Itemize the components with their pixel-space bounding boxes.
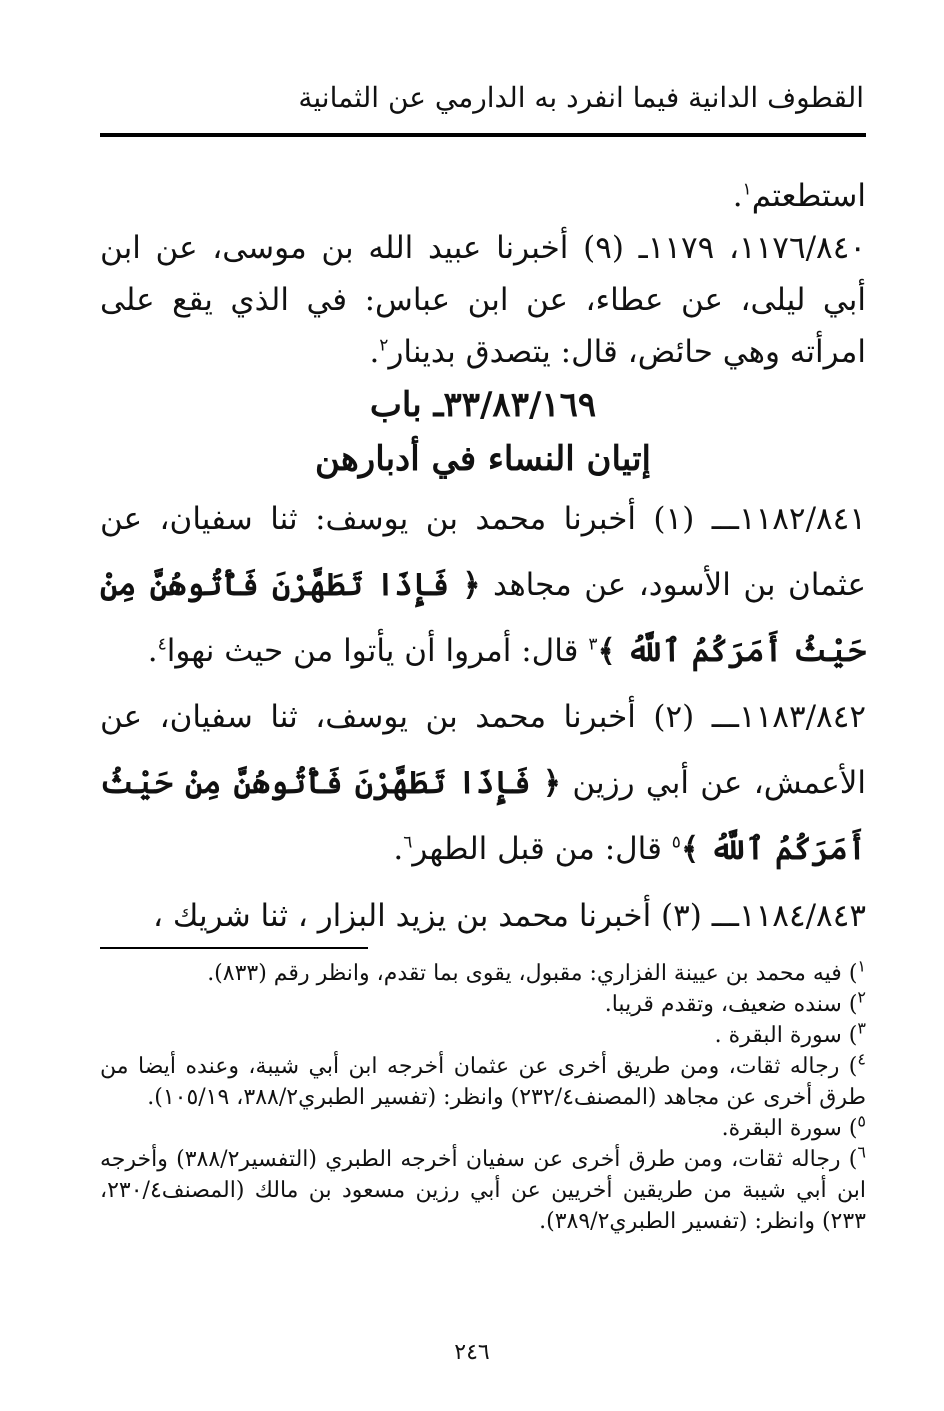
footnote-text: ) رجاله ثقات، ومن طرق أخرى عن سفيان أخرجه الطبري (التفسير٣٨٨/٢) وأخرجه ابن أبي شيبة من طريقين أخريين عن أبي رزين مسعود بن مالك (المصنف٢٣٠/٤، ٢٣٣) وانظر: (تفسير الطبري٣٨٩/٢). [100,1147,866,1234]
text-fragment: استطعتم [751,178,866,214]
footnote-number: ٤ [857,1049,866,1069]
footnote-reference: ٣ [588,634,598,655]
footnote-reference: ٥ [671,832,681,853]
hadith-text: ١١٨٣/٨٤٢ـــ (٢) أخبرنا محمد بن يوسف، ثنا سفيان، عن الأعمش، عن أبي رزين [100,699,866,801]
hadith-840 [100,222,866,378]
text-line-1 [100,170,866,222]
hadith-843: ١١٨٤/٨٤٣ـــ (٣) أخبرنا محمد بن يزيد البزار ، ثنا شريك ، [153,898,866,934]
footnote-text: ) سورة البقرة. [721,1116,858,1141]
footnote-number: ٦ [857,1142,866,1162]
footnote-3 [100,1020,866,1051]
footnote-reference: ٤ [157,634,167,655]
text-fragment: . [369,334,380,370]
hadith-text: ١١٧٦/٨٤٠، ١١٧٩ـ (٩) أخبرنا عبيد الله بن موسى، عن ابن أبي ليلى، عن عطاء، عن ابن عباس: في الذي يقع على امرأته وهي حائض، قال: يتصدق بدينار [100,230,866,370]
chapter-title: إتيان النساء في أدبارهن [315,439,651,479]
hadith-text: قال: من قبل الطهر [412,831,662,867]
footnote-divider [100,947,368,949]
hadith-841 [100,486,866,684]
footnote-text: ) فيه محمد بن عيينة الفزاري: مقبول، يقوى بما تقدم، وانظر رقم (٨٣٣). [207,961,858,986]
footnote-text: ) سورة البقرة . [714,1023,858,1048]
hadith-text: ١١٨٢/٨٤١ـــ (١) أخبرنا محمد بن يوسف: ثنا سفيان، عن عثمان بن الأسود، عن مجاهد [100,501,866,603]
footnote-reference: ٦ [403,832,413,853]
footnote-text: ) سنده ضعيف، وتقدم قريبا. [604,992,858,1017]
hadith-842 [100,684,866,882]
footnote-number: ٣ [857,1018,866,1038]
quran-verse: ﴿ فَإِذَا تَطَهَّرْنَ فَأْتُوهُنَّ مِنْ حَيْثُ أَمَرَكُمُ ٱللَّهُ ﴾ [100,567,866,669]
footnote-text: ) رجاله ثقات، ومن طريق أخرى عن عثمان أخرجه ابن أبي شيبة، وعنده أيضا من طرق أخرى عن مجاهد (المصنف٢٣٢/٤) وانظر: (تفسير الطبري٣٨٨/٢، ١٠٥/١٩). [100,1054,866,1110]
footnote-reference: ٢ [379,335,389,356]
hadith-text: قال: أمروا أن يأتوا من حيث نهوا [166,633,579,669]
footnote-2 [100,989,866,1020]
text-fragment: . [147,633,158,669]
footnote-4 [100,1051,866,1113]
text-fragment: . [732,178,743,214]
chapter-number: ٣٣/٨٣/١٦٩ـ باب [369,385,597,425]
footnote-number: ١ [857,956,866,976]
header-divider [100,133,866,137]
footnote-number: ٢ [857,987,866,1007]
text-fragment: . [393,831,404,867]
footnote-5 [100,1113,866,1144]
footnote-6 [100,1144,866,1237]
footnote-1 [100,958,866,989]
quran-verse: ﴿ فَإِذَا تَطَهَّرْنَ فَأْتُوهُنَّ مِنْ حَيْثُ أَمَرَكُمُ ٱللَّهُ ﴾ [100,765,866,867]
main-text [100,170,866,942]
footnote-number: ٥ [857,1111,866,1131]
footnotes [100,958,866,1237]
running-header: القطوف الدانية فيما انفرد به الدارمي عن الثمانية [298,81,864,114]
page-number: ٢٤٦ [454,1340,490,1365]
footnote-reference: ١ [742,179,752,200]
